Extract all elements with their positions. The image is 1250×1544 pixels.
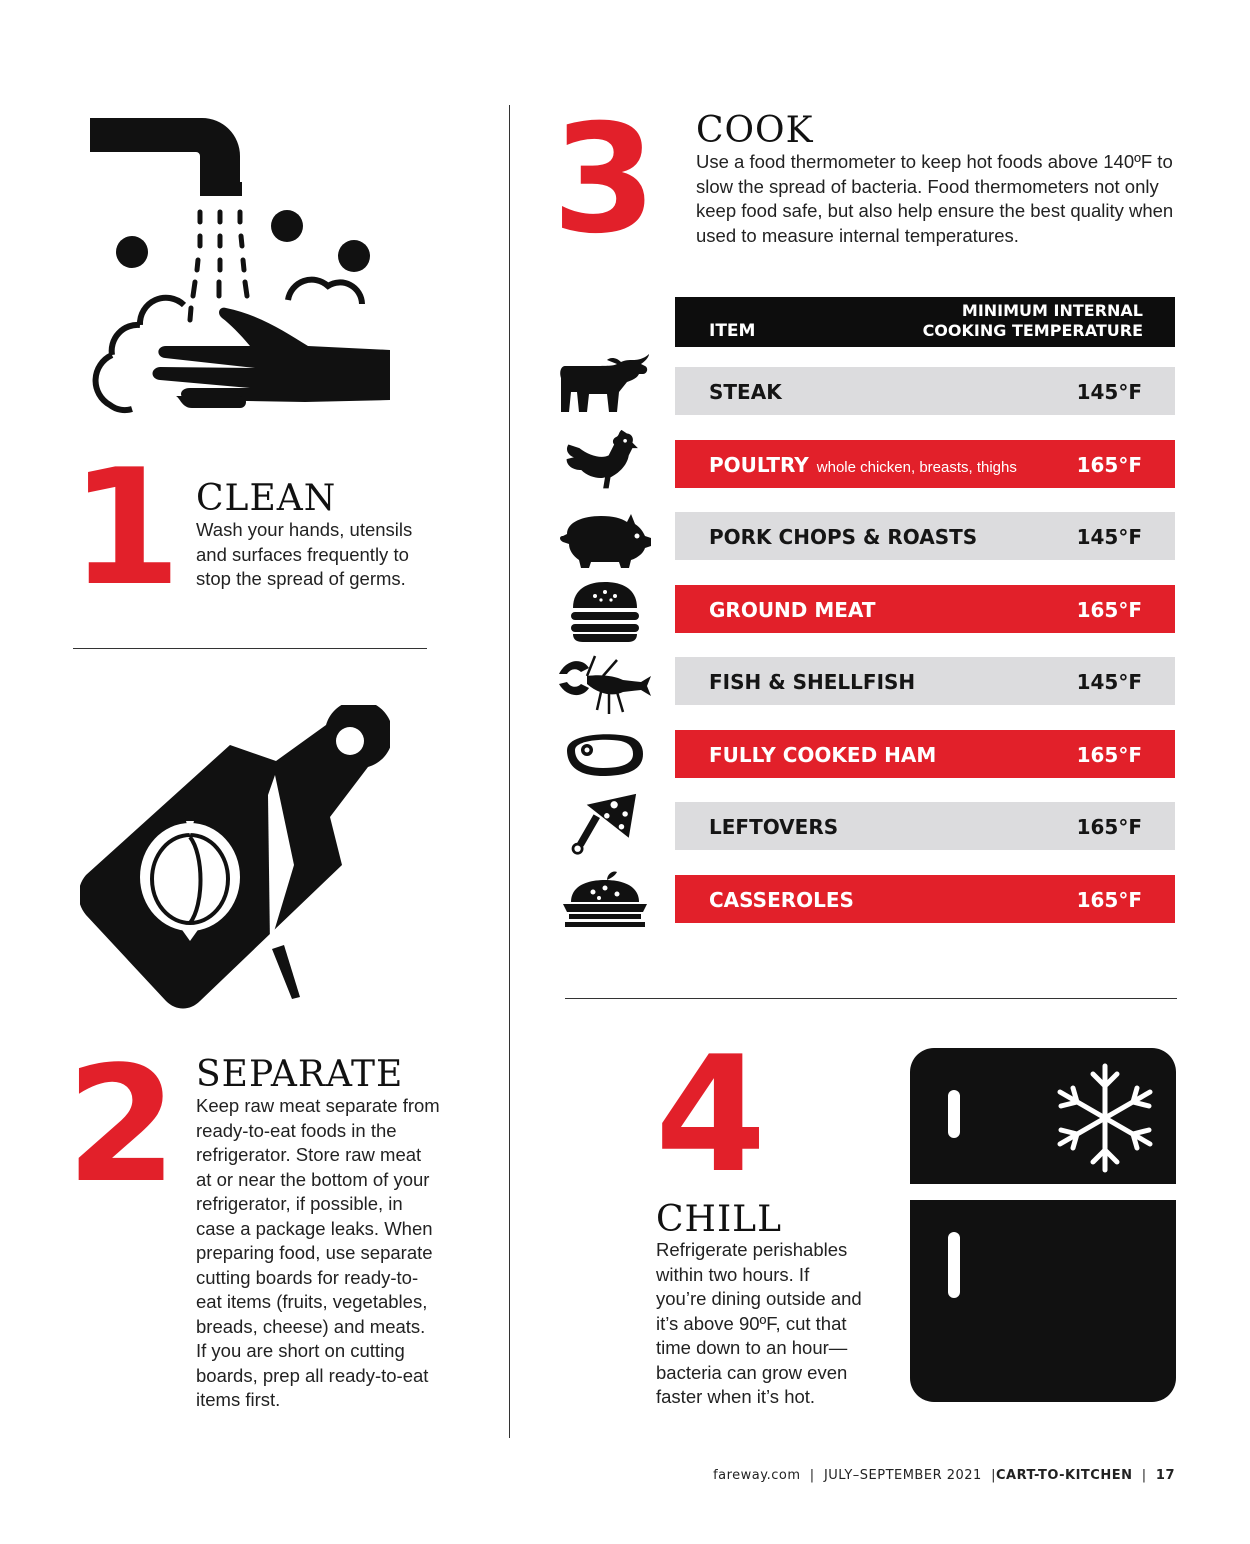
step-number-1: 1 <box>70 434 182 621</box>
row-temperature: 145°F <box>1076 380 1142 404</box>
row-item: STEAK <box>709 380 782 404</box>
row-item: POULTRY whole chicken, breasts, thighs <box>709 453 1017 477</box>
step-number-2: 2 <box>66 1031 178 1218</box>
clean-text: Wash your hands, utensils and surfaces frequently to stop the spread of germs. <box>196 519 413 589</box>
chill-text: Refrigerate perishables within two hours. If you’re dining outside and it’s above 90ºF, cut that time down to an hour— bacteria can grow even faster when it’s hot. <box>656 1239 862 1407</box>
pizza-slice-icon <box>557 792 653 856</box>
table-row-leftovers <box>675 802 1175 850</box>
row-temperature: 145°F <box>1076 670 1142 694</box>
cutting-board-onion-knife-icon <box>80 705 390 1015</box>
chill-heading: CHILL <box>656 1199 782 1240</box>
row-item: FULLY COOKED HAM <box>709 743 937 767</box>
footer-section: CART-TO-KITCHEN <box>995 1468 1133 1483</box>
table-row-ham <box>675 730 1175 778</box>
cow-icon <box>557 352 653 416</box>
page-number: 17 <box>1155 1468 1175 1483</box>
row-item: FISH & SHELLFISH <box>709 670 916 694</box>
divider <box>565 998 1177 999</box>
row-item: CASSEROLES <box>709 888 854 912</box>
pig-icon <box>557 506 653 570</box>
row-temperature: 165°F <box>1076 598 1142 622</box>
row-temperature: 145°F <box>1076 525 1142 549</box>
header-temperature: MINIMUM INTERNAL COOKING TEMPERATURE <box>922 301 1143 340</box>
separate-heading: SEPARATE <box>196 1054 404 1095</box>
row-note: whole chicken, breasts, thighs <box>816 459 1017 476</box>
page-footer <box>713 1468 1175 1483</box>
cook-heading: COOK <box>696 110 814 151</box>
refrigerator-snowflake-icon <box>910 1048 1176 1408</box>
footer-site: fareway.com <box>713 1468 801 1483</box>
footer-issue: JULY–SEPTEMBER 2021 <box>823 1468 982 1483</box>
header-item: ITEM <box>709 321 756 341</box>
burger-icon <box>557 578 653 642</box>
table-row-poultry <box>675 440 1175 488</box>
footer-separator: | <box>1137 1468 1152 1483</box>
table-row-pork <box>675 512 1175 560</box>
ham-icon <box>557 726 653 790</box>
table-row-casseroles <box>675 875 1175 923</box>
chicken-icon <box>557 428 653 492</box>
divider <box>73 648 427 649</box>
table-row-fish <box>675 657 1175 705</box>
column-divider <box>509 105 510 1438</box>
row-item: PORK CHOPS & ROASTS <box>709 525 978 549</box>
footer-separator: | <box>986 1468 996 1483</box>
lobster-icon <box>557 654 653 718</box>
cook-text: Use a food thermometer to keep hot foods above 140ºF to slow the spread of bacteria. Food thermometers not only keep food safe, but also help ensure the best quality when used to measure internal temperatures. <box>696 151 1174 246</box>
clean-heading: CLEAN <box>196 478 337 519</box>
row-temperature: 165°F <box>1076 888 1142 912</box>
step-number-4: 4 <box>655 1021 767 1208</box>
casserole-dish-icon <box>557 866 653 930</box>
row-temperature: 165°F <box>1076 815 1142 839</box>
temperature-table-header <box>675 297 1175 347</box>
step-number-3: 3 <box>552 93 657 267</box>
table-row-ground-meat <box>675 585 1175 633</box>
row-item: LEFTOVERS <box>709 815 839 839</box>
faucet-handwash-icon <box>80 110 400 430</box>
footer-separator: | <box>805 1468 820 1483</box>
separate-text: Keep raw meat separate from ready-to-eat foods in the refrigerator. Store raw meat at or near the bottom of your refrigerator, if possible, in case a package leaks. When preparing food, use separate cutting boards for ready-to- eat items (fruits, vegetables, breads, cheese) and meats. If you are short on cutting boards, prep all ready-to-eat items first. <box>196 1095 440 1410</box>
row-temperature: 165°F <box>1076 743 1142 767</box>
table-row-steak <box>675 367 1175 415</box>
row-item: GROUND MEAT <box>709 598 876 622</box>
row-temperature: 165°F <box>1076 453 1142 477</box>
